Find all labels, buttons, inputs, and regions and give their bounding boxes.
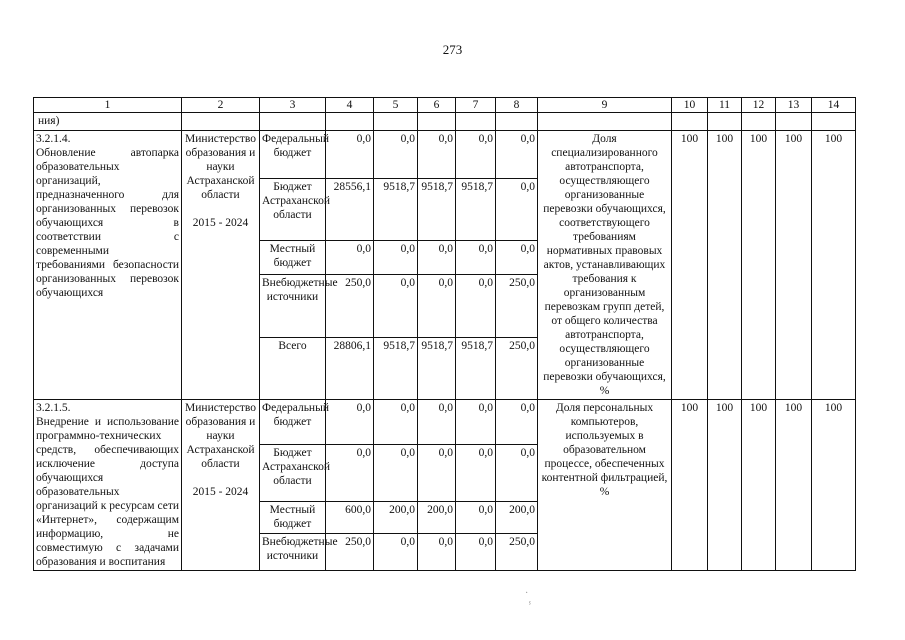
- indicator-cell: Доля персональных компьютеров, используемых в образовательном процессе, обеспеченных контентной фильтрацией, %: [538, 400, 672, 571]
- funding-value-cell: 0,0: [496, 179, 538, 240]
- funding-value-cell: 0,0: [496, 445, 538, 502]
- column-number-cell: 14: [812, 98, 856, 113]
- funding-source-cell: Бюджет Астраханской области: [260, 179, 326, 240]
- funding-value-cell: 250,0: [326, 274, 374, 338]
- column-number-cell: 11: [708, 98, 742, 113]
- funding-value-cell: 0,0: [326, 131, 374, 179]
- target-value-cell: 100: [812, 400, 856, 571]
- funding-value-cell: 9518,7: [374, 179, 418, 240]
- executor-cell: [182, 400, 260, 571]
- target-value-cell: 100: [742, 400, 776, 571]
- funding-value-cell: 0,0: [326, 400, 374, 445]
- funding-value-cell: 0,0: [496, 131, 538, 179]
- funding-value-cell: 200,0: [496, 502, 538, 534]
- funding-value-cell: 0,0: [374, 400, 418, 445]
- funding-value-cell: 0,0: [418, 274, 456, 338]
- funding-value-cell: 0,0: [496, 400, 538, 445]
- funding-value-cell: 600,0: [326, 502, 374, 534]
- column-number-cell: 10: [672, 98, 708, 113]
- column-number-cell: 1: [34, 98, 182, 113]
- column-number-cell: 5: [374, 98, 418, 113]
- funding-value-cell: 0,0: [496, 240, 538, 274]
- funding-value-cell: 250,0: [326, 534, 374, 571]
- target-value-cell: 100: [708, 400, 742, 571]
- funding-row: [34, 131, 856, 179]
- target-value-cell: 100: [672, 131, 708, 400]
- executor-cell: [182, 131, 260, 400]
- column-number-cell: 6: [418, 98, 456, 113]
- target-value-cell: 100: [708, 131, 742, 400]
- target-value-cell: 100: [776, 400, 812, 571]
- page-number: 273: [442, 42, 463, 57]
- funding-value-cell: 28556,1: [326, 179, 374, 240]
- funding-value-cell: 0,0: [456, 445, 496, 502]
- measure-code: 3.2.1.4.: [36, 133, 71, 145]
- funding-value-cell: 0,0: [418, 534, 456, 571]
- measure-text: Внедрение и использование программно-технических средств, обеспечивающих исключение доступа обучающихся образовательных организаций к ресурсам сети «Интернет», содержащим информацию, не совместимую с задачами образования и воспитания: [36, 416, 179, 568]
- funding-value-cell: 0,0: [418, 445, 456, 502]
- column-number-cell: 7: [456, 98, 496, 113]
- funding-value-cell: 200,0: [418, 502, 456, 534]
- funding-value-cell: 0,0: [374, 445, 418, 502]
- funding-value-cell: 0,0: [456, 240, 496, 274]
- funding-value-cell: 250,0: [496, 534, 538, 571]
- funding-value-cell: 9518,7: [418, 179, 456, 240]
- funding-value-cell: 200,0: [374, 502, 418, 534]
- funding-value-cell: 0,0: [418, 400, 456, 445]
- funding-source-cell: Федеральный бюджет: [260, 131, 326, 179]
- funding-value-cell: 9518,7: [456, 338, 496, 400]
- funding-value-cell: 0,0: [456, 534, 496, 571]
- executor-name: Министерство образования и науки Астраханской области: [185, 402, 256, 470]
- funding-value-cell: 0,0: [374, 534, 418, 571]
- column-number-cell: 8: [496, 98, 538, 113]
- column-number-cell: 3: [260, 98, 326, 113]
- column-number-row: [34, 98, 856, 113]
- funding-source-cell: Бюджет Астраханской области: [260, 445, 326, 502]
- funding-value-cell: 0,0: [456, 131, 496, 179]
- funding-value-cell: 0,0: [374, 240, 418, 274]
- funding-value-cell: 0,0: [418, 131, 456, 179]
- funding-source-cell: Федеральный бюджет: [260, 400, 326, 445]
- scan-mark: ⸯ: [527, 603, 533, 614]
- funding-source-cell: Всего: [260, 338, 326, 400]
- funding-source-cell: Внебюджетные источники: [260, 274, 326, 338]
- continuation-row: [34, 113, 856, 131]
- funding-value-cell: 0,0: [326, 240, 374, 274]
- indicator-cell: Доля специализированного автотранспорта, осуществляющего организованные перевозки обучающихся, соответствующего требованиям нормативных правовых актов, устанавливающих требования к организованным перевозкам групп детей, от общего количества автотранспорта, осуществляющего организованные перевозки обучающихся, %: [538, 131, 672, 400]
- measure-cell: [34, 400, 182, 571]
- funding-value-cell: 0,0: [456, 400, 496, 445]
- column-number-cell: 9: [538, 98, 672, 113]
- funding-value-cell: 250,0: [496, 274, 538, 338]
- funding-value-cell: 9518,7: [374, 338, 418, 400]
- column-number-cell: 13: [776, 98, 812, 113]
- implementation-period: 2015 - 2024: [192, 486, 249, 498]
- target-value-cell: 100: [776, 131, 812, 400]
- column-number-cell: 12: [742, 98, 776, 113]
- measure-text: Обновление автопарка образовательных организаций, предназначенного для организованных перевозок обучающихся в соответствии с современными требованиями безопасности организованных перевозок обучающихся: [36, 147, 179, 299]
- column-number-cell: 4: [326, 98, 374, 113]
- funding-source-cell: Местный бюджет: [260, 502, 326, 534]
- program-measures-table: [33, 97, 856, 571]
- column-number-cell: 2: [182, 98, 260, 113]
- target-value-cell: 100: [742, 131, 776, 400]
- funding-value-cell: 0,0: [326, 445, 374, 502]
- measure-code: 3.2.1.5.: [36, 402, 71, 414]
- funding-source-cell: Местный бюджет: [260, 240, 326, 274]
- funding-value-cell: 0,0: [374, 131, 418, 179]
- funding-value-cell: 0,0: [456, 274, 496, 338]
- funding-value-cell: 0,0: [374, 274, 418, 338]
- funding-value-cell: 28806,1: [326, 338, 374, 400]
- target-value-cell: 100: [672, 400, 708, 571]
- funding-row: [34, 400, 856, 445]
- funding-value-cell: 9518,7: [456, 179, 496, 240]
- executor-name: Министерство образования и науки Астраханской области: [185, 133, 256, 201]
- continuation-cell: ния): [34, 113, 182, 131]
- funding-value-cell: 250,0: [496, 338, 538, 400]
- target-value-cell: 100: [812, 131, 856, 400]
- measure-cell: [34, 131, 182, 400]
- funding-value-cell: 0,0: [418, 240, 456, 274]
- funding-value-cell: 0,0: [456, 502, 496, 534]
- implementation-period: 2015 - 2024: [192, 217, 249, 229]
- funding-value-cell: 9518,7: [418, 338, 456, 400]
- scan-mark: ·: [525, 588, 529, 599]
- funding-source-cell: Внебюджетные источники: [260, 534, 326, 571]
